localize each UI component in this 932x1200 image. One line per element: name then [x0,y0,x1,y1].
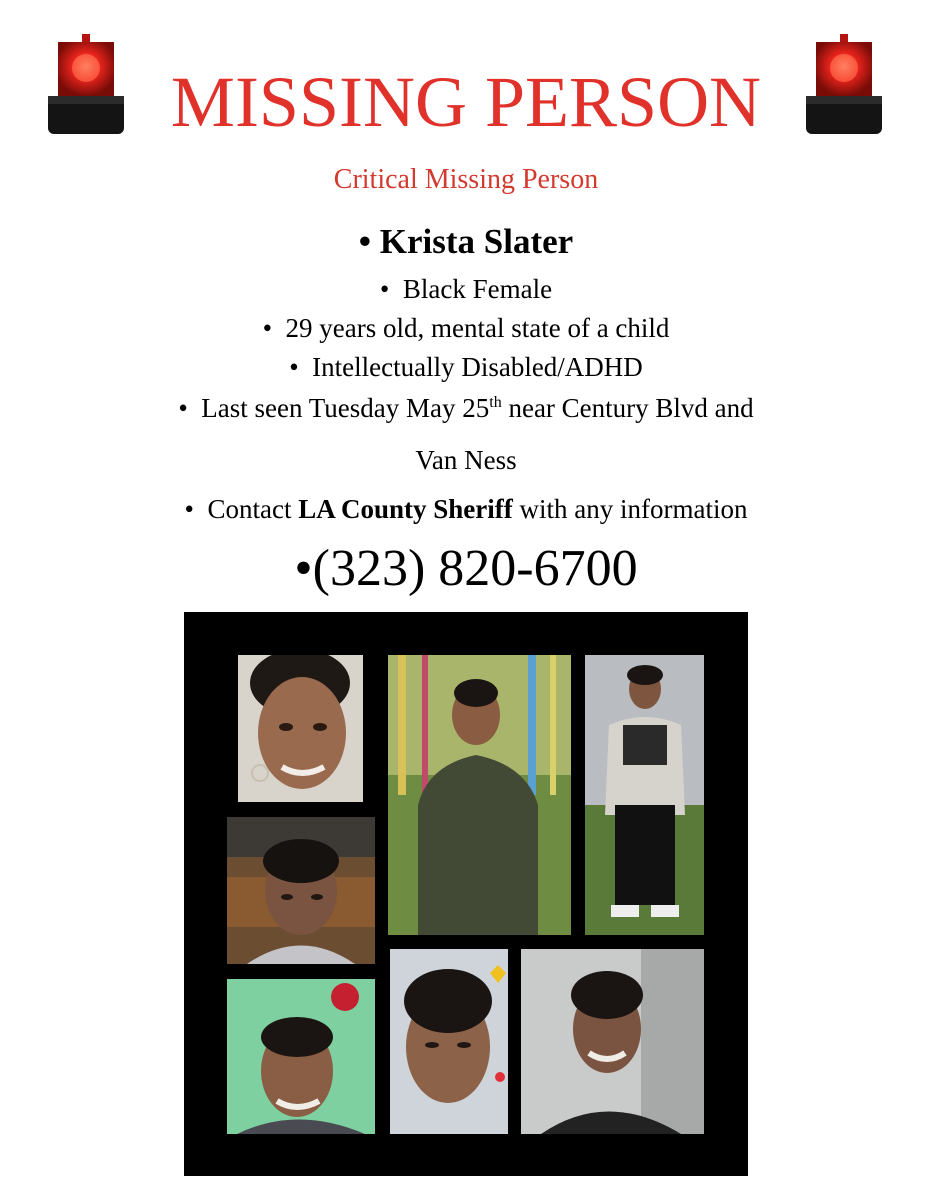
page-title: MISSING PERSON [170,62,762,142]
last-seen-line-2: Van Ness [415,445,517,475]
photo-full-body-2 [585,655,704,935]
contact-suffix: with any information [512,494,748,524]
photo-portrait-3 [227,979,375,1134]
contact-agency: LA County Sheriff [298,494,513,524]
bullet-icon: • [178,393,188,423]
photo-portrait-1 [238,655,363,802]
bullet-icon: • [289,352,299,382]
last-seen-prefix: Last seen Tuesday May 25 [201,393,490,423]
photo-portrait-5 [521,949,704,1134]
contact-line [0,492,932,526]
contact-prefix: Contact [207,494,299,524]
photo-full-body-1 [388,655,571,935]
bullet-icon: • [294,540,313,597]
photo-collage [184,612,748,1176]
bullet-icon: • [262,313,273,343]
last-seen-rest: near Century Blvd and [501,393,754,423]
person-name: Krista Slater [379,222,574,261]
last-seen-ordinal: th [489,394,502,411]
last-seen-line [0,391,932,425]
photo-portrait-2 [227,817,375,964]
page-subtitle: Critical Missing Person [333,164,599,195]
age-line [0,311,932,345]
bullet-icon: • [184,494,194,524]
condition-line [0,350,932,384]
person-description: Black Female [402,274,553,304]
photo-portrait-4 [390,949,508,1134]
person-condition: Intellectually Disabled/ADHD [312,352,643,382]
description-line [0,272,932,306]
bullet-icon: • [379,274,390,304]
person-name-line [0,220,932,264]
contact-phone: (323) 820-6700 [312,540,638,597]
phone-line [0,538,932,600]
person-age: 29 years old, mental state of a child [285,313,670,343]
bullet-icon: • [358,222,372,261]
